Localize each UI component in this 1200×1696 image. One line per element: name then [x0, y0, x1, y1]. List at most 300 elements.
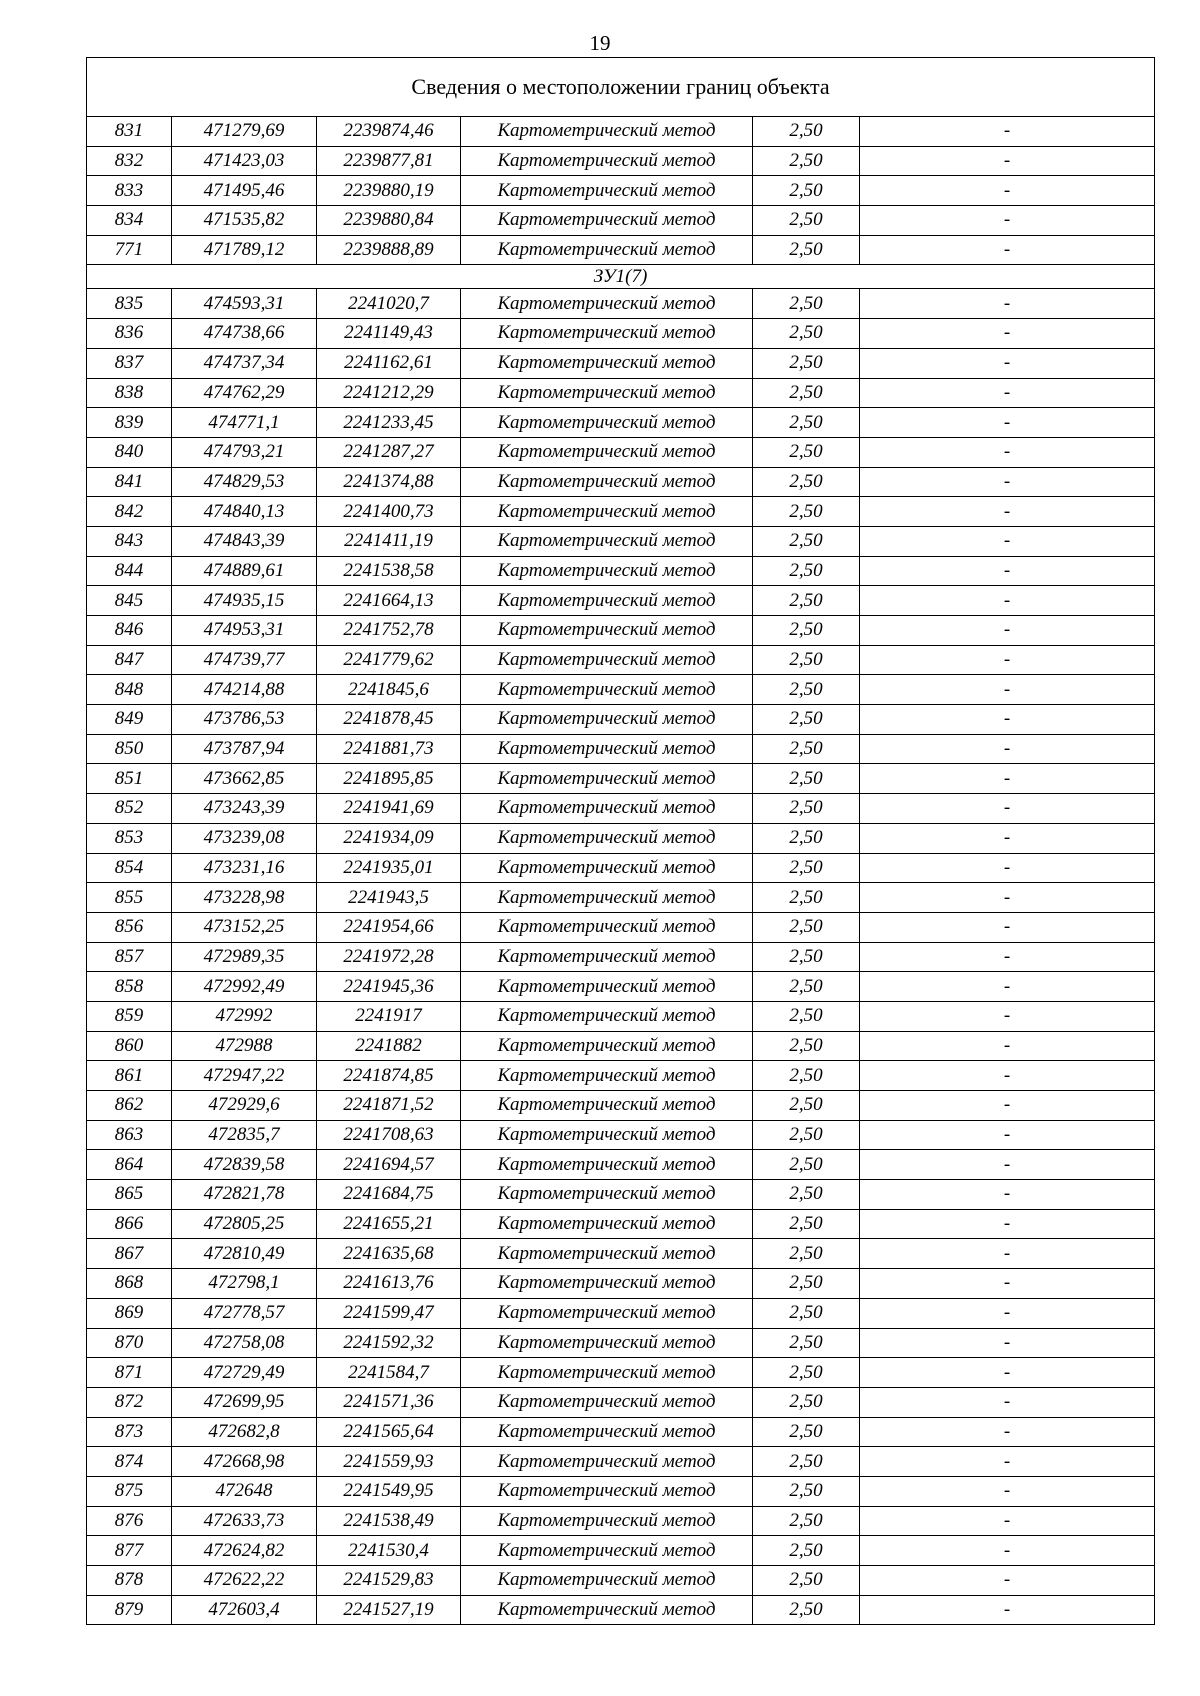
cell-accuracy: 2,50 — [753, 348, 860, 378]
cell-note: - — [860, 1120, 1155, 1150]
cell-point: 858 — [87, 972, 172, 1002]
cell-x: 474214,88 — [172, 675, 317, 705]
cell-accuracy: 2,50 — [753, 1447, 860, 1477]
cell-x: 472810,49 — [172, 1239, 317, 1269]
cell-method: Картометрический метод — [461, 289, 753, 319]
cell-y: 2241162,61 — [317, 348, 461, 378]
cell-method: Картометрический метод — [461, 1061, 753, 1091]
cell-accuracy: 2,50 — [753, 117, 860, 147]
cell-note: - — [860, 1269, 1155, 1299]
table-row — [87, 853, 1155, 883]
cell-y: 2241708,63 — [317, 1120, 461, 1150]
cell-method: Картометрический метод — [461, 1536, 753, 1566]
cell-point: 871 — [87, 1358, 172, 1388]
cell-x: 472798,1 — [172, 1269, 317, 1299]
cell-y: 2241538,49 — [317, 1506, 461, 1536]
table-row — [87, 556, 1155, 586]
cell-point: 874 — [87, 1447, 172, 1477]
table-row — [87, 526, 1155, 556]
cell-accuracy: 2,50 — [753, 1566, 860, 1596]
cell-accuracy: 2,50 — [753, 1120, 860, 1150]
cell-y: 2241400,73 — [317, 497, 461, 527]
cell-accuracy: 2,50 — [753, 1387, 860, 1417]
cell-accuracy: 2,50 — [753, 794, 860, 824]
cell-x: 471495,46 — [172, 176, 317, 206]
cell-x: 472682,8 — [172, 1417, 317, 1447]
table-row — [87, 912, 1155, 942]
cell-accuracy: 2,50 — [753, 1328, 860, 1358]
cell-note: - — [860, 497, 1155, 527]
cell-accuracy: 2,50 — [753, 853, 860, 883]
cell-method: Картометрический метод — [461, 705, 753, 735]
cell-y: 2241881,73 — [317, 734, 461, 764]
cell-point: 860 — [87, 1031, 172, 1061]
table-row — [87, 1476, 1155, 1506]
table-row — [87, 1031, 1155, 1061]
cell-point: 861 — [87, 1061, 172, 1091]
cell-note: - — [860, 176, 1155, 206]
cell-accuracy: 2,50 — [753, 1476, 860, 1506]
cell-method: Картометрический метод — [461, 1031, 753, 1061]
table-row — [87, 408, 1155, 438]
cell-note: - — [860, 823, 1155, 853]
cell-method: Картометрический метод — [461, 794, 753, 824]
cell-x: 474737,34 — [172, 348, 317, 378]
cell-y: 2241613,76 — [317, 1269, 461, 1299]
cell-y: 2241149,43 — [317, 319, 461, 349]
cell-x: 472947,22 — [172, 1061, 317, 1091]
cell-note: - — [860, 1476, 1155, 1506]
table-row — [87, 883, 1155, 913]
cell-note: - — [860, 883, 1155, 913]
cell-point: 863 — [87, 1120, 172, 1150]
cell-accuracy: 2,50 — [753, 705, 860, 735]
cell-point: 879 — [87, 1595, 172, 1625]
cell-y: 2241212,29 — [317, 378, 461, 408]
cell-note: - — [860, 1417, 1155, 1447]
cell-x: 473239,08 — [172, 823, 317, 853]
table-row — [87, 1536, 1155, 1566]
table-row — [87, 1269, 1155, 1299]
cell-accuracy: 2,50 — [753, 378, 860, 408]
cell-note: - — [860, 1358, 1155, 1388]
cell-note: - — [860, 705, 1155, 735]
cell-y: 2239874,46 — [317, 117, 461, 147]
cell-method: Картометрический метод — [461, 616, 753, 646]
cell-y: 2241917 — [317, 1001, 461, 1031]
cell-y: 2241655,21 — [317, 1209, 461, 1239]
cell-method: Картометрический метод — [461, 823, 753, 853]
cell-accuracy: 2,50 — [753, 1001, 860, 1031]
cell-note: - — [860, 1031, 1155, 1061]
cell-x: 474889,61 — [172, 556, 317, 586]
cell-x: 471423,03 — [172, 146, 317, 176]
table-row — [87, 645, 1155, 675]
cell-accuracy: 2,50 — [753, 1536, 860, 1566]
cell-method: Картометрический метод — [461, 675, 753, 705]
cell-point: 771 — [87, 235, 172, 265]
cell-note: - — [860, 972, 1155, 1002]
cell-accuracy: 2,50 — [753, 146, 860, 176]
cell-note: - — [860, 319, 1155, 349]
cell-method: Картометрический метод — [461, 1506, 753, 1536]
cell-y: 2241549,95 — [317, 1476, 461, 1506]
table-row — [87, 378, 1155, 408]
table-row — [87, 1298, 1155, 1328]
table-row — [87, 467, 1155, 497]
cell-y: 2241287,27 — [317, 437, 461, 467]
cell-x: 471279,69 — [172, 117, 317, 147]
cell-point: 870 — [87, 1328, 172, 1358]
table-row — [87, 176, 1155, 206]
table-row — [87, 1150, 1155, 1180]
cell-note: - — [860, 146, 1155, 176]
cell-x: 471789,12 — [172, 235, 317, 265]
cell-note: - — [860, 1447, 1155, 1477]
boundary-table — [86, 57, 1155, 1625]
cell-point: 837 — [87, 348, 172, 378]
cell-y: 2241020,7 — [317, 289, 461, 319]
cell-point: 864 — [87, 1150, 172, 1180]
cell-method: Картометрический метод — [461, 764, 753, 794]
cell-y: 2241954,66 — [317, 912, 461, 942]
table-row — [87, 1120, 1155, 1150]
table-row — [87, 117, 1155, 147]
cell-y: 2241972,28 — [317, 942, 461, 972]
cell-point: 862 — [87, 1091, 172, 1121]
cell-point: 831 — [87, 117, 172, 147]
cell-method: Картометрический метод — [461, 912, 753, 942]
table-row — [87, 1091, 1155, 1121]
cell-point: 855 — [87, 883, 172, 913]
cell-accuracy: 2,50 — [753, 176, 860, 206]
table-row — [87, 289, 1155, 319]
cell-method: Картометрический метод — [461, 942, 753, 972]
group-row — [87, 265, 1155, 289]
cell-y: 2241684,75 — [317, 1180, 461, 1210]
cell-y: 2241871,52 — [317, 1091, 461, 1121]
cell-point: 865 — [87, 1180, 172, 1210]
cell-x: 472603,4 — [172, 1595, 317, 1625]
cell-x: 472805,25 — [172, 1209, 317, 1239]
cell-point: 841 — [87, 467, 172, 497]
cell-accuracy: 2,50 — [753, 734, 860, 764]
cell-x: 472929,6 — [172, 1091, 317, 1121]
cell-method: Картометрический метод — [461, 1447, 753, 1477]
cell-method: Картометрический метод — [461, 348, 753, 378]
cell-note: - — [860, 794, 1155, 824]
table-row — [87, 942, 1155, 972]
cell-accuracy: 2,50 — [753, 972, 860, 1002]
cell-x: 472622,22 — [172, 1566, 317, 1596]
cell-note: - — [860, 437, 1155, 467]
cell-x: 472668,98 — [172, 1447, 317, 1477]
cell-x: 472699,95 — [172, 1387, 317, 1417]
cell-accuracy: 2,50 — [753, 1506, 860, 1536]
cell-x: 473231,16 — [172, 853, 317, 883]
cell-method: Картометрический метод — [461, 206, 753, 236]
table-row — [87, 705, 1155, 735]
cell-y: 2241538,58 — [317, 556, 461, 586]
cell-note: - — [860, 348, 1155, 378]
cell-note: - — [860, 1566, 1155, 1596]
cell-note: - — [860, 1001, 1155, 1031]
cell-note: - — [860, 117, 1155, 147]
cell-y: 2241895,85 — [317, 764, 461, 794]
cell-method: Картометрический метод — [461, 1180, 753, 1210]
cell-point: 853 — [87, 823, 172, 853]
cell-note: - — [860, 526, 1155, 556]
cell-point: 869 — [87, 1298, 172, 1328]
table-row — [87, 1328, 1155, 1358]
cell-y: 2241411,19 — [317, 526, 461, 556]
cell-point: 846 — [87, 616, 172, 646]
table-row — [87, 1566, 1155, 1596]
cell-y: 2241584,7 — [317, 1358, 461, 1388]
cell-method: Картометрический метод — [461, 1001, 753, 1031]
cell-method: Картометрический метод — [461, 853, 753, 883]
table-row — [87, 675, 1155, 705]
cell-accuracy: 2,50 — [753, 675, 860, 705]
cell-accuracy: 2,50 — [753, 1239, 860, 1269]
cell-accuracy: 2,50 — [753, 912, 860, 942]
cell-method: Картометрический метод — [461, 1239, 753, 1269]
cell-point: 877 — [87, 1536, 172, 1566]
cell-accuracy: 2,50 — [753, 1209, 860, 1239]
cell-y: 2239877,81 — [317, 146, 461, 176]
cell-note: - — [860, 942, 1155, 972]
cell-accuracy: 2,50 — [753, 556, 860, 586]
cell-point: 868 — [87, 1269, 172, 1299]
cell-x: 472992,49 — [172, 972, 317, 1002]
cell-point: 844 — [87, 556, 172, 586]
table-row — [87, 586, 1155, 616]
cell-x: 472648 — [172, 1476, 317, 1506]
table-title-row — [87, 58, 1155, 117]
table-row — [87, 437, 1155, 467]
cell-method: Картометрический метод — [461, 1120, 753, 1150]
table-row — [87, 1417, 1155, 1447]
cell-method: Картометрический метод — [461, 467, 753, 497]
cell-method: Картометрический метод — [461, 1566, 753, 1596]
cell-accuracy: 2,50 — [753, 206, 860, 236]
cell-method: Картометрический метод — [461, 586, 753, 616]
cell-x: 474738,66 — [172, 319, 317, 349]
cell-method: Картометрический метод — [461, 1595, 753, 1625]
cell-y: 2241941,69 — [317, 794, 461, 824]
cell-point: 852 — [87, 794, 172, 824]
cell-point: 867 — [87, 1239, 172, 1269]
cell-note: - — [860, 586, 1155, 616]
cell-accuracy: 2,50 — [753, 942, 860, 972]
table-row — [87, 1239, 1155, 1269]
cell-y: 2241592,32 — [317, 1328, 461, 1358]
cell-note: - — [860, 556, 1155, 586]
table-row — [87, 1358, 1155, 1388]
cell-accuracy: 2,50 — [753, 1269, 860, 1299]
table-row — [87, 1180, 1155, 1210]
cell-point: 875 — [87, 1476, 172, 1506]
cell-x: 474739,77 — [172, 645, 317, 675]
group-label: ЗУ1(7) — [87, 265, 1155, 289]
table-row — [87, 319, 1155, 349]
cell-method: Картометрический метод — [461, 556, 753, 586]
cell-x: 472729,49 — [172, 1358, 317, 1388]
cell-x: 474829,53 — [172, 467, 317, 497]
cell-note: - — [860, 408, 1155, 438]
cell-y: 2239880,19 — [317, 176, 461, 206]
cell-point: 833 — [87, 176, 172, 206]
table-row — [87, 146, 1155, 176]
cell-accuracy: 2,50 — [753, 1180, 860, 1210]
cell-y: 2241527,19 — [317, 1595, 461, 1625]
cell-method: Картометрический метод — [461, 235, 753, 265]
cell-point: 851 — [87, 764, 172, 794]
cell-accuracy: 2,50 — [753, 497, 860, 527]
cell-note: - — [860, 1239, 1155, 1269]
cell-point: 839 — [87, 408, 172, 438]
cell-note: - — [860, 675, 1155, 705]
cell-x: 472989,35 — [172, 942, 317, 972]
cell-method: Картометрический метод — [461, 497, 753, 527]
cell-point: 838 — [87, 378, 172, 408]
table-row — [87, 1209, 1155, 1239]
page-number: 19 — [589, 31, 611, 55]
cell-x: 474935,15 — [172, 586, 317, 616]
cell-point: 840 — [87, 437, 172, 467]
table-title: Сведения о местоположении границ объекта — [87, 58, 1155, 117]
cell-accuracy: 2,50 — [753, 319, 860, 349]
cell-x: 473152,25 — [172, 912, 317, 942]
table-row — [87, 616, 1155, 646]
cell-method: Картометрический метод — [461, 378, 753, 408]
cell-method: Картометрический метод — [461, 526, 753, 556]
cell-accuracy: 2,50 — [753, 1061, 860, 1091]
cell-accuracy: 2,50 — [753, 764, 860, 794]
cell-method: Картометрический метод — [461, 1417, 753, 1447]
cell-note: - — [860, 764, 1155, 794]
table-row — [87, 1001, 1155, 1031]
cell-x: 473662,85 — [172, 764, 317, 794]
cell-method: Картометрический метод — [461, 734, 753, 764]
table-row — [87, 1595, 1155, 1625]
cell-method: Картометрический метод — [461, 1209, 753, 1239]
table-row — [87, 348, 1155, 378]
cell-accuracy: 2,50 — [753, 1298, 860, 1328]
cell-y: 2241599,47 — [317, 1298, 461, 1328]
cell-y: 2241945,36 — [317, 972, 461, 1002]
cell-y: 2241374,88 — [317, 467, 461, 497]
cell-y: 2239880,84 — [317, 206, 461, 236]
cell-x: 472758,08 — [172, 1328, 317, 1358]
cell-note: - — [860, 378, 1155, 408]
cell-note: - — [860, 467, 1155, 497]
cell-note: - — [860, 1209, 1155, 1239]
cell-x: 472835,7 — [172, 1120, 317, 1150]
cell-note: - — [860, 1091, 1155, 1121]
cell-y: 2241943,5 — [317, 883, 461, 913]
cell-x: 474793,21 — [172, 437, 317, 467]
cell-x: 473787,94 — [172, 734, 317, 764]
cell-accuracy: 2,50 — [753, 1358, 860, 1388]
cell-y: 2241694,57 — [317, 1150, 461, 1180]
cell-point: 872 — [87, 1387, 172, 1417]
cell-point: 836 — [87, 319, 172, 349]
table-row — [87, 764, 1155, 794]
table-body — [87, 58, 1155, 1625]
cell-point: 848 — [87, 675, 172, 705]
cell-y: 2241559,93 — [317, 1447, 461, 1477]
cell-x: 472778,57 — [172, 1298, 317, 1328]
cell-x: 474840,13 — [172, 497, 317, 527]
cell-method: Картометрический метод — [461, 176, 753, 206]
cell-accuracy: 2,50 — [753, 408, 860, 438]
cell-x: 474771,1 — [172, 408, 317, 438]
cell-note: - — [860, 206, 1155, 236]
cell-y: 2241752,78 — [317, 616, 461, 646]
cell-point: 876 — [87, 1506, 172, 1536]
cell-x: 471535,82 — [172, 206, 317, 236]
cell-note: - — [860, 1536, 1155, 1566]
table-row — [87, 1387, 1155, 1417]
cell-method: Картометрический метод — [461, 1328, 753, 1358]
table-row — [87, 1506, 1155, 1536]
cell-note: - — [860, 734, 1155, 764]
table-row — [87, 794, 1155, 824]
cell-point: 849 — [87, 705, 172, 735]
cell-note: - — [860, 645, 1155, 675]
cell-x: 474593,31 — [172, 289, 317, 319]
cell-x: 472633,73 — [172, 1506, 317, 1536]
cell-method: Картометрический метод — [461, 437, 753, 467]
cell-method: Картометрический метод — [461, 117, 753, 147]
cell-y: 2241878,45 — [317, 705, 461, 735]
cell-y: 2241935,01 — [317, 853, 461, 883]
cell-accuracy: 2,50 — [753, 645, 860, 675]
cell-point: 878 — [87, 1566, 172, 1596]
cell-y: 2241882 — [317, 1031, 461, 1061]
cell-point: 835 — [87, 289, 172, 319]
cell-method: Картометрический метод — [461, 146, 753, 176]
cell-x: 472988 — [172, 1031, 317, 1061]
cell-point: 843 — [87, 526, 172, 556]
cell-x: 473228,98 — [172, 883, 317, 913]
cell-point: 834 — [87, 206, 172, 236]
table-row — [87, 734, 1155, 764]
cell-point: 845 — [87, 586, 172, 616]
cell-accuracy: 2,50 — [753, 823, 860, 853]
cell-accuracy: 2,50 — [753, 1417, 860, 1447]
cell-accuracy: 2,50 — [753, 616, 860, 646]
cell-point: 857 — [87, 942, 172, 972]
cell-accuracy: 2,50 — [753, 526, 860, 556]
cell-y: 2239888,89 — [317, 235, 461, 265]
cell-point: 873 — [87, 1417, 172, 1447]
cell-accuracy: 2,50 — [753, 437, 860, 467]
cell-point: 842 — [87, 497, 172, 527]
cell-y: 2241934,09 — [317, 823, 461, 853]
cell-method: Картометрический метод — [461, 1150, 753, 1180]
cell-note: - — [860, 1180, 1155, 1210]
cell-x: 472624,82 — [172, 1536, 317, 1566]
cell-note: - — [860, 1150, 1155, 1180]
cell-y: 2241635,68 — [317, 1239, 461, 1269]
cell-note: - — [860, 1506, 1155, 1536]
cell-point: 832 — [87, 146, 172, 176]
cell-x: 474762,29 — [172, 378, 317, 408]
cell-accuracy: 2,50 — [753, 1031, 860, 1061]
cell-x: 474953,31 — [172, 616, 317, 646]
